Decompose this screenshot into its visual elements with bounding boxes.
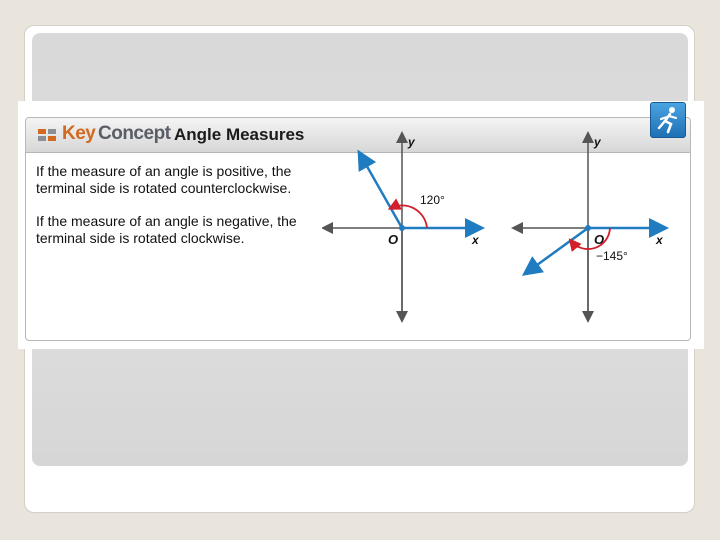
runner-icon bbox=[650, 102, 686, 138]
x-axis-label: x bbox=[656, 233, 663, 247]
logo-concept-text: Concept bbox=[98, 123, 171, 144]
key-concept-box bbox=[25, 117, 691, 341]
terminal-side bbox=[526, 228, 588, 273]
negative-angle-description: If the measure of an angle is negative, the terminal side is rotated clockwise. bbox=[36, 213, 297, 246]
key-concept-card bbox=[18, 101, 704, 349]
negative-angle-diagram bbox=[504, 128, 674, 328]
x-axis-label: x bbox=[472, 233, 479, 247]
logo-key-text: Key bbox=[62, 123, 96, 144]
angle-label: 120° bbox=[420, 193, 445, 207]
origin-label: O bbox=[388, 232, 399, 247]
angle-arc bbox=[571, 228, 610, 249]
y-axis-label: y bbox=[408, 135, 415, 149]
y-axis-label: y bbox=[594, 135, 601, 149]
card-title: Angle Measures bbox=[174, 125, 305, 144]
origin-point bbox=[399, 225, 405, 231]
angle-label: −145° bbox=[596, 249, 628, 263]
positive-angle-description: If the measure of an angle is positive, the terminal side is rotated counterclockwise. bbox=[36, 163, 292, 196]
key-concept-logo-icon bbox=[36, 125, 58, 145]
origin-point bbox=[585, 225, 591, 231]
origin-label: O bbox=[594, 232, 605, 247]
terminal-side bbox=[360, 154, 402, 228]
positive-angle-diagram bbox=[322, 128, 492, 328]
